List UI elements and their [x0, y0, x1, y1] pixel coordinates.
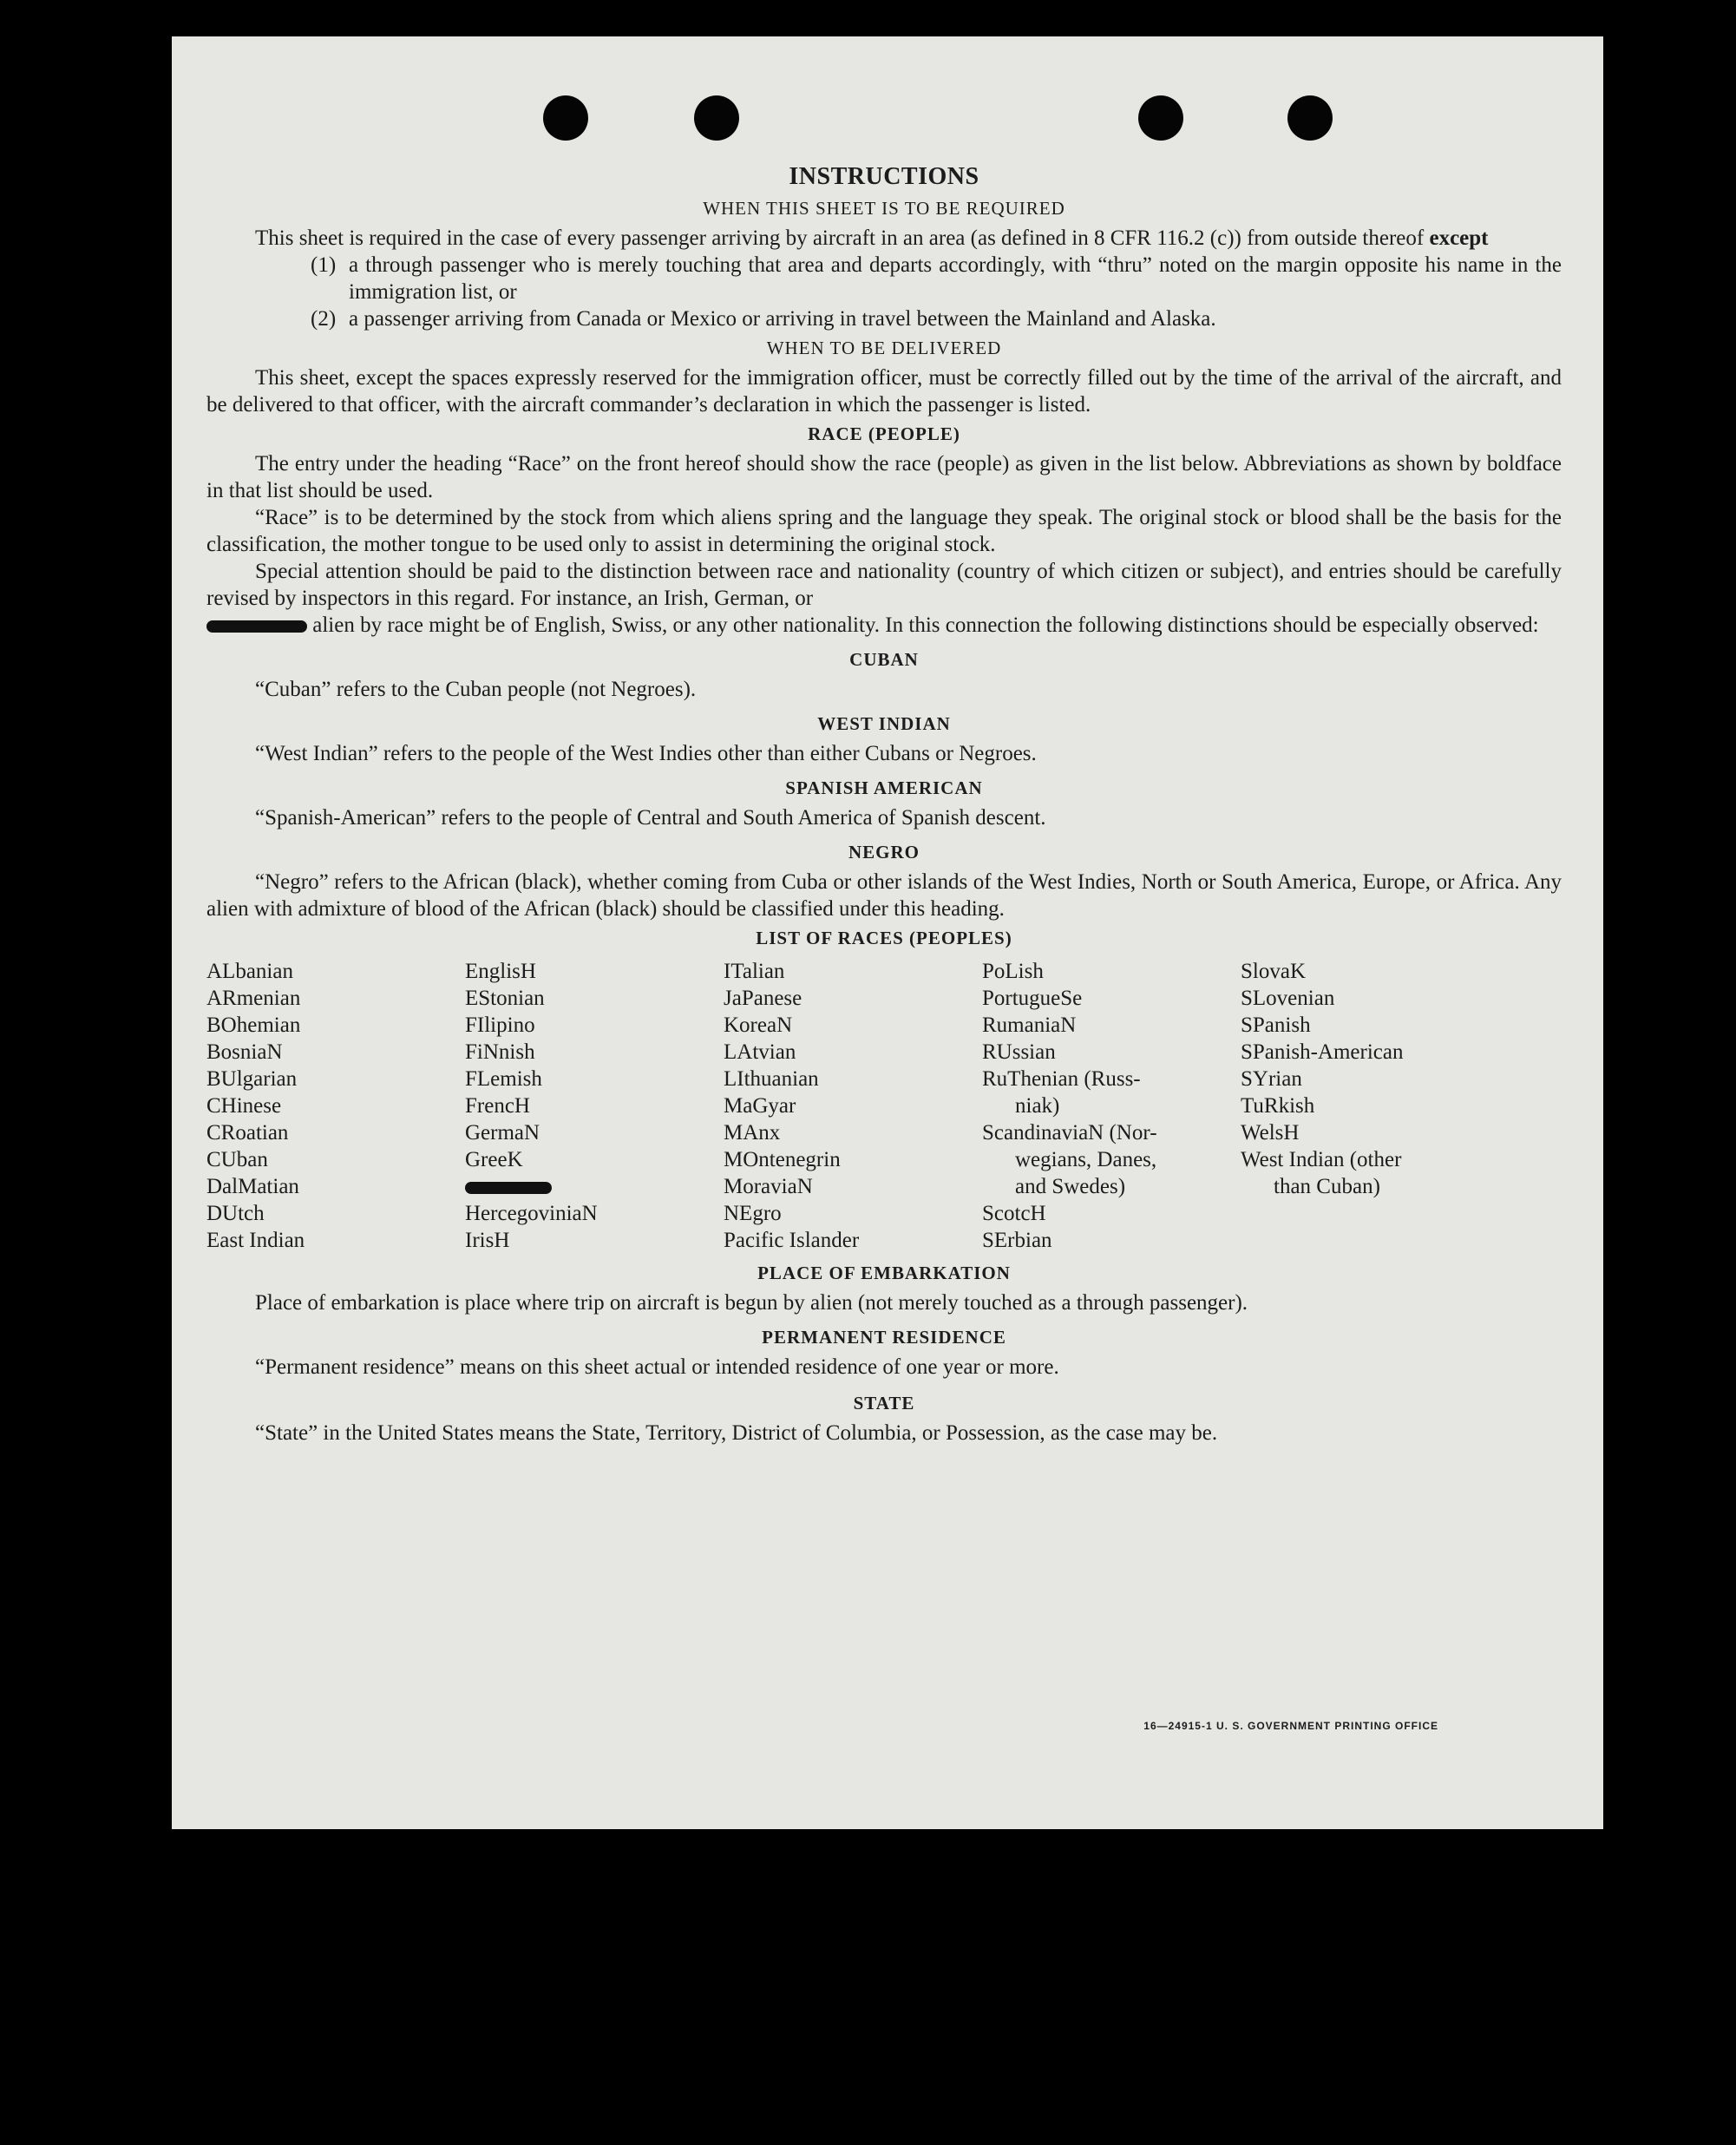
list-item: WelsH [1241, 1121, 1300, 1145]
list-item: DUtch [206, 1202, 265, 1225]
list-item: IrisH [465, 1229, 510, 1252]
punch-hole [543, 95, 588, 141]
list-item: SLovenian [1241, 987, 1335, 1010]
list-item: ALbanian [206, 960, 293, 983]
list-item: SPanish-American [1241, 1040, 1404, 1064]
section-heading: RACE (PEOPLE) [808, 423, 960, 444]
list-item: niak) [1015, 1094, 1060, 1118]
race-list [206, 958, 1562, 1254]
section-heading: WEST INDIAN [817, 713, 951, 734]
redaction-mark [465, 1182, 552, 1194]
list-item: RuThenian (Russ- [982, 1067, 1141, 1091]
list-item: SPanish [1241, 1013, 1311, 1037]
paragraph: “Cuban” refers to the Cuban people (not Negroes). [255, 678, 697, 701]
list-item: EnglisH [465, 960, 536, 983]
list-item: NEgro [724, 1202, 782, 1225]
list-item: PortugueSe [982, 987, 1083, 1010]
race-column [1241, 958, 1499, 1254]
list-item: East Indian [206, 1229, 305, 1252]
list-item: GreeK [465, 1148, 523, 1171]
paragraph: “State” in the United States means the State, Territory, District of Columbia, or Possession, as the case may be. [255, 1421, 1218, 1445]
list-item: FLemish [465, 1067, 542, 1091]
paragraph: This sheet, except the spaces expressly reserved for the immigration officer, must be correctly filled out by the time of the arrival of the aircraft, and be delivered to that officer, with the aircraft commander’s declaration in which the passenger is listed. [206, 366, 1562, 417]
list-item: MOntenegrin [724, 1148, 841, 1171]
printer-imprint: 16—24915-1 U. S. GOVERNMENT PRINTING OFFICE [1143, 1720, 1438, 1732]
page-title: INSTRUCTIONS [789, 163, 979, 190]
list-item: wegians, Danes, [1015, 1148, 1157, 1171]
list-item: MAnx [724, 1121, 781, 1145]
section-heading: PERMANENT RESIDENCE [762, 1327, 1006, 1348]
list-item: LAtvian [724, 1040, 796, 1064]
list-item: than Cuban) [1274, 1175, 1380, 1198]
paragraph: The entry under the heading “Race” on the front hereof should show the race (people) as given in the list below. Abbreviations as shown by boldface in that list should be used. [206, 452, 1562, 502]
list-item: MaGyar [724, 1094, 796, 1118]
list-item: SErbian [982, 1229, 1052, 1252]
list-item: CRoatian [206, 1121, 289, 1145]
list-item: DalMatian [206, 1175, 299, 1198]
list-item: JaPanese [724, 987, 802, 1010]
paragraph: “Negro” refers to the African (black), whether coming from Cuba or other islands of the West Indies, North or South America, Europe, or Africa. Any alien with admixture of blood of the African (black) should be classified under this heading. [206, 870, 1562, 921]
race-column [465, 958, 724, 1254]
paragraph: “Spanish-American” refers to the people of Central and South America of Spanish descent. [255, 806, 1046, 830]
list-item: SYrian [1241, 1067, 1302, 1091]
list-item: West Indian (other [1241, 1148, 1402, 1171]
list-item: CHinese [206, 1094, 282, 1118]
paragraph: Place of embarkation is place where trip on aircraft is begun by alien (not merely touched as a through passenger). [255, 1291, 1248, 1315]
list-item: ScandinaviaN (Nor- [982, 1121, 1157, 1145]
list-item: LIthuanian [724, 1067, 819, 1091]
paragraph: “Permanent residence” means on this sheet actual or intended residence of one year or more. [255, 1355, 1059, 1379]
list-item: FIlipino [465, 1013, 535, 1037]
paragraph: “West Indian” refers to the people of the West Indies other than either Cubans or Negroes. [255, 742, 1037, 765]
race-column [724, 958, 982, 1254]
section-heading: LIST OF RACES (PEOPLES) [756, 928, 1012, 948]
list-item: BOhemian [206, 1013, 301, 1037]
list-item [465, 1173, 724, 1200]
race-column [206, 958, 465, 1254]
list-item: Pacific Islander [724, 1229, 860, 1252]
section-heading: WHEN TO BE DELIVERED [766, 338, 1002, 358]
section-heading: SPANISH AMERICAN [785, 777, 983, 798]
section-heading: STATE [853, 1393, 915, 1414]
list-item: TuRkish [1241, 1094, 1315, 1118]
list-item: SlovaK [1241, 960, 1306, 983]
list-item: PoLish [982, 960, 1044, 983]
punch-hole [1138, 95, 1183, 141]
list-item: ScotcH [982, 1202, 1046, 1225]
list-item: BosniaN [206, 1040, 283, 1064]
list-item: MoraviaN [724, 1175, 813, 1198]
list-item: (1) a through passenger who is merely touching that area and departs accordingly, with “thru” noted on the margin opposite his name in the immigration list, or [311, 253, 1562, 304]
list-item: ARmenian [206, 987, 301, 1010]
section-heading: WHEN THIS SHEET IS TO BE REQUIRED [703, 198, 1065, 219]
paragraph: “Race” is to be determined by the stock from which aliens spring and the language they speak. The original stock or blood shall be the basis for the classification, the mother tongue to be used only to assist in determining the original stock. [206, 506, 1562, 556]
section-heading: PLACE OF EMBARKATION [757, 1263, 1011, 1283]
list-item: GermaN [465, 1121, 540, 1145]
list-item: FrencH [465, 1094, 530, 1118]
race-column [982, 958, 1241, 1254]
list-item: and Swedes) [1015, 1175, 1126, 1198]
list-item: EStonian [465, 987, 545, 1010]
list-item: RUssian [982, 1040, 1056, 1064]
list-item: KoreaN [724, 1013, 793, 1037]
list-item: ITalian [724, 960, 785, 983]
paragraph: Special attention should be paid to the distinction between race and nationality (country of which citizen or subject), and entries should be carefully revised by inspectors in this regard. For instance, an Irish, German, or alien by race might be of English, Swiss, or any other nationality. In this connection the following distinctions should be especially observed: [206, 560, 1562, 637]
section-heading: CUBAN [849, 649, 919, 670]
list-item: BUlgarian [206, 1067, 298, 1091]
list-item: FiNnish [465, 1040, 535, 1064]
list-item: CUban [206, 1148, 268, 1171]
list-item: HercegoviniaN [465, 1202, 598, 1225]
paragraph: This sheet is required in the case of every passenger arriving by aircraft in an area (as defined in 8 CFR 116.2 (c)) from outside thereof except [255, 226, 1489, 250]
document-body [206, 163, 1562, 1446]
punch-hole [694, 95, 739, 141]
punch-hole [1287, 95, 1333, 141]
redaction-mark [206, 620, 307, 633]
document-sheet [172, 36, 1603, 1829]
section-heading: NEGRO [848, 842, 920, 863]
list-item: RumaniaN [982, 1013, 1077, 1037]
list-item: (2) a passenger arriving from Canada or Mexico or arriving in travel between the Mainland and Alaska. [311, 307, 1216, 331]
